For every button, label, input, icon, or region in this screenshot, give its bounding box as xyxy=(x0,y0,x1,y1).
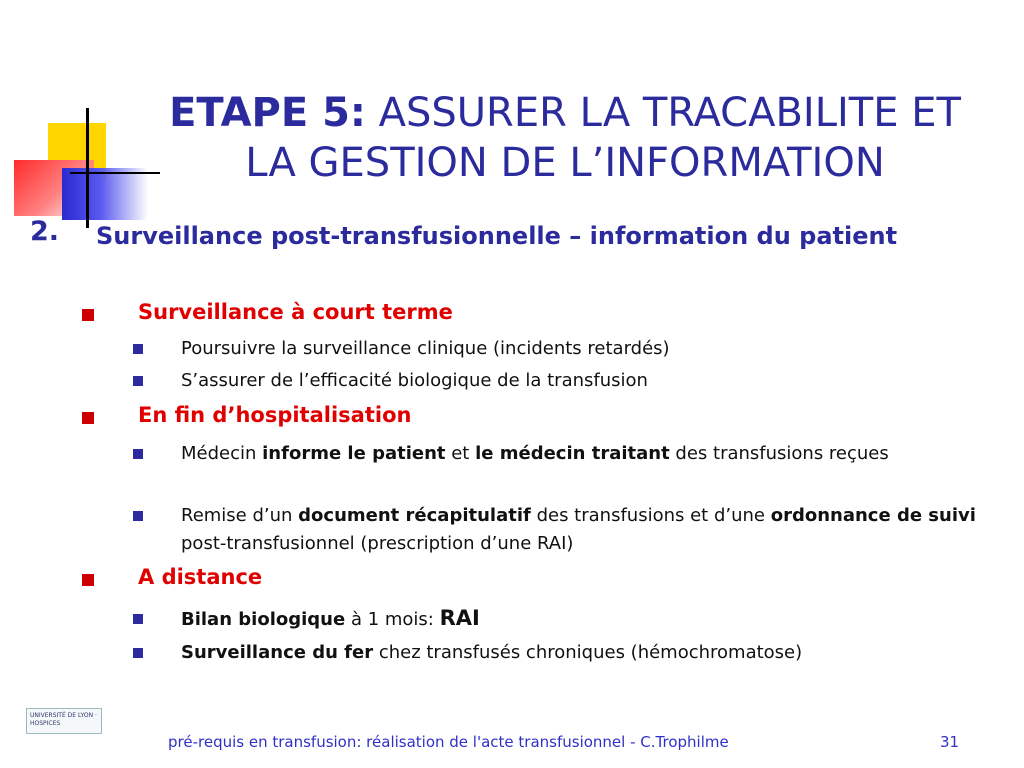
text-run: Remise d’un xyxy=(181,505,299,526)
text-run: et xyxy=(445,443,476,464)
section-number: 2. xyxy=(30,216,60,247)
bullet-square-icon xyxy=(82,574,94,586)
bullet-square-icon xyxy=(133,511,143,521)
text-run: chez transfusés chroniques (hémochromatose) xyxy=(373,642,803,663)
list-item xyxy=(181,639,996,667)
text-run: post-transfusionnel (prescription d’une RAI) xyxy=(181,533,574,554)
bold-run: le médecin traitant xyxy=(475,443,670,464)
bullet-square-icon xyxy=(82,309,94,321)
section-heading: Surveillance post-transfusionnelle – information du patient xyxy=(96,222,898,250)
page-number: 31 xyxy=(940,733,960,751)
text-run: des transfusions reçues xyxy=(669,443,889,464)
list-item xyxy=(181,604,996,634)
title-line1: ASSURER LA TRACABILITE ET xyxy=(365,90,961,136)
bullet-square-icon xyxy=(133,376,143,386)
bullet-square-icon xyxy=(133,614,143,624)
bold-run: Bilan biologique xyxy=(181,609,346,630)
footer-text: pré-requis en transfusion: réalisation de l'acte transfusionnel - C.Trophilme xyxy=(168,733,729,751)
list-item: Poursuivre la surveillance clinique (incidents retardés) xyxy=(181,338,670,359)
bullet-square-icon xyxy=(133,344,143,354)
bold-run: informe le patient xyxy=(262,443,446,464)
list-item xyxy=(181,440,996,468)
text-run: à 1 mois: xyxy=(345,609,440,630)
bullet-square-icon xyxy=(133,648,143,658)
bold-run: document récapitulatif xyxy=(298,505,531,526)
title-line2: LA GESTION DE L’INFORMATION xyxy=(245,140,885,186)
bold-run-large: RAI xyxy=(439,606,480,630)
bold-run: Surveillance du fer xyxy=(181,642,374,663)
bullet-square-icon xyxy=(82,412,94,424)
list-item: S’assurer de l’efficacité biologique de la transfusion xyxy=(181,370,648,391)
university-logo xyxy=(26,708,102,734)
group-label-short-term: Surveillance à court terme xyxy=(138,300,453,324)
slide-title xyxy=(130,88,1000,188)
title-step: ETAPE 5: xyxy=(169,90,366,136)
group-label-discharge: En fin d’hospitalisation xyxy=(138,403,412,427)
text-run: Médecin xyxy=(181,443,263,464)
decor-vertical-line xyxy=(86,108,89,228)
logo-text: UNIVERSITÉ DE LYON · HOSPICES xyxy=(30,712,97,727)
bold-run: ordonnance de suivi xyxy=(770,505,976,526)
bullet-square-icon xyxy=(133,449,143,459)
list-item xyxy=(181,502,996,558)
group-label-distance: A distance xyxy=(138,565,263,589)
text-run: des transfusions et d’une xyxy=(530,505,771,526)
